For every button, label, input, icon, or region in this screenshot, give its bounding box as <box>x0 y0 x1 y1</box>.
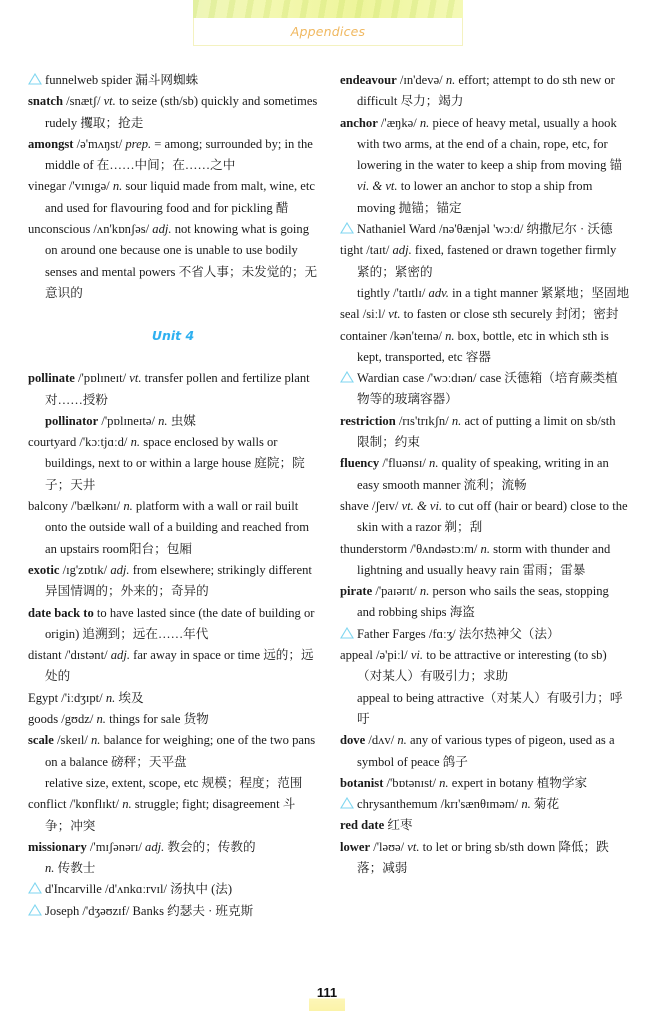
definition-text: 菊花 <box>530 797 560 812</box>
glossary-proper-noun-entry <box>28 901 318 922</box>
headword: botanist <box>340 775 384 790</box>
definition-text: funnelweb spider 漏斗网蜘蛛 <box>45 73 199 87</box>
glossary-sub-entry <box>28 773 318 794</box>
part-of-speech: vt. & vi. <box>401 498 443 513</box>
definition-text: = among; surrounded by; in the middle of 在……中间；在……之中 <box>45 136 313 173</box>
part-of-speech: n. <box>123 499 133 514</box>
definition-text: vinegar /'vɪnɪgə/ <box>28 179 113 194</box>
triangle-marker-icon <box>28 904 42 916</box>
part-of-speech: n. <box>419 115 430 130</box>
glossary-entry <box>28 603 318 646</box>
glossary-entry <box>28 688 318 709</box>
glossary-proper-noun-entry <box>340 624 630 645</box>
headword: lower <box>340 839 371 854</box>
glossary-entry <box>340 837 630 880</box>
definition-text: /ə'mʌŋst/ <box>73 136 126 151</box>
part-of-speech: prep. <box>125 136 152 151</box>
part-of-speech: n. <box>90 733 101 748</box>
part-of-speech: n. <box>158 413 168 428</box>
definition-text: appeal to being attractive（对某人）有吸引力；呼吁 <box>357 690 623 726</box>
definition-text: seal /siːl/ <box>340 307 389 322</box>
definition-text: to fasten or close sth securely 封闭；密封 <box>400 307 619 322</box>
headword: anchor <box>340 115 378 130</box>
glossary-proper-noun-entry <box>340 794 630 815</box>
definition-text: /snætʃ/ <box>63 94 104 109</box>
headword: pollinate <box>28 371 75 386</box>
definition-text: container /kən'teɪnə/ <box>340 328 446 343</box>
definition-text: far away in space or time 远的；远处的 <box>45 648 314 684</box>
page-number-box <box>309 983 345 1011</box>
part-of-speech: adv. <box>428 285 449 300</box>
definition-text: /'bɒtənɪst/ <box>383 775 440 790</box>
triangle-marker-icon <box>340 797 354 809</box>
headword: red date <box>340 818 385 833</box>
definition-text: d'Incarville /d'ʌnkɑːrvɪl/ 汤执中 (法) <box>45 882 233 897</box>
header-decorative-band <box>193 0 463 18</box>
definition-text: Joseph /'dʒəʊzɪf/ Banks 约瑟夫 · 班克斯 <box>45 903 254 918</box>
glossary-entry <box>28 219 318 304</box>
glossary-entry <box>28 176 318 219</box>
part-of-speech: n. <box>105 690 116 705</box>
triangle-marker-icon <box>340 627 354 639</box>
unit-heading: Unit 4 <box>151 328 195 344</box>
part-of-speech: n. <box>96 712 106 727</box>
part-of-speech: n. <box>521 797 531 812</box>
part-of-speech: n. <box>445 328 455 343</box>
definition-text: act of putting a limit on sb/sth 限制；约束 <box>357 413 616 450</box>
part-of-speech: vi. <box>410 648 424 663</box>
part-of-speech: n. <box>439 775 449 790</box>
definition-text: thunderstorm /'θʌndəstɔːm/ <box>340 541 481 556</box>
glossary-entry <box>28 91 318 134</box>
definition-text: 教会的；传教的 <box>164 839 256 854</box>
glossary-entry <box>340 730 630 773</box>
glossary-entry <box>340 453 630 496</box>
headword: dove <box>340 733 366 748</box>
definition-text: quality of speaking, writing in an easy smooth manner 流利；流畅 <box>357 456 609 492</box>
definition-text: to seize (sth/sb) quickly and sometimes rudely 攫取；抢走 <box>45 94 318 130</box>
definition-text: /'æŋkə/ <box>377 115 420 130</box>
definition-text: not knowing what is going on around one because one is unable to use bodily senses and mental powers 不省人事；未发觉的；无意识的 <box>45 222 318 300</box>
definition-text: to have lasted since (the date of building or origin) 追溯到；远在……年代 <box>45 605 315 641</box>
part-of-speech: n. <box>112 179 123 194</box>
definition-text: conflict /'kɒnflɪkt/ <box>28 797 123 812</box>
part-of-speech: adj. <box>110 562 130 577</box>
definition-text: fixed, fastened or drawn together firmly 紧的；紧密的 <box>357 243 617 279</box>
headword: missionary <box>28 839 87 854</box>
definition-text: goods /gʊdz/ <box>28 712 97 727</box>
glossary-entry <box>340 411 630 454</box>
part-of-speech: n. <box>451 413 462 428</box>
headword: exotic <box>28 562 60 577</box>
glossary-entry <box>28 560 318 603</box>
glossary-entry <box>340 70 630 113</box>
glossary-proper-noun-entry <box>340 368 630 411</box>
definition-text: /dʌv/ <box>365 733 398 748</box>
glossary-entry <box>340 113 630 177</box>
definition-text: piece of heavy metal, usually a hook with two arms, at the end of a chain, rope, etc, for lowering in the water to keep a ship from moving 锚 <box>357 115 623 173</box>
triangle-marker-icon <box>340 222 354 234</box>
definition-text: transfer pollen and fertilize plant 对……授粉 <box>45 371 310 407</box>
definition-text: things for sale 货物 <box>105 712 209 727</box>
definition-text: expert in botany 植物学家 <box>448 775 588 790</box>
definition-text: Wardian case /'wɔːdɪən/ case 沃德箱（培育蕨类植物等的玻璃容器） <box>357 371 618 407</box>
glossary-proper-noun-entry <box>340 219 630 240</box>
part-of-speech: vi. & vt. <box>357 179 398 194</box>
part-of-speech: vt. <box>129 371 142 386</box>
definition-text: to be attractive or interesting (to sb)（对某人）有吸引力；求助 <box>357 648 607 684</box>
definition-text: box, bottle, etc in which sth is kept, transported, etc 容器 <box>357 328 609 364</box>
glossary-column-left <box>28 70 318 922</box>
definition-text: Egypt /'iːdʒɪpt/ <box>28 690 106 705</box>
triangle-marker-icon <box>340 371 354 383</box>
definition-text: from elsewhere; strikingly different 异国情调的；外来的；奇异的 <box>45 562 312 599</box>
definition-text: platform with a wall or rail built onto the outside wall of a building and reached from an upstairs room阳台；包厢 <box>45 499 310 556</box>
part-of-speech: adj. <box>392 243 412 258</box>
part-of-speech: n. <box>130 435 141 450</box>
headword: scale <box>28 733 54 748</box>
part-of-speech: adj. <box>145 839 165 854</box>
definition-text: /ɪg'zɒtɪk/ <box>59 562 111 577</box>
headword: pollinator <box>45 413 99 428</box>
glossary-entry <box>28 368 318 411</box>
definition-text: effort; attempt to do sth new or difficult 尽力；竭力 <box>357 73 615 109</box>
triangle-marker-icon <box>28 73 42 85</box>
glossary-entry <box>28 496 318 560</box>
definition-text: /'pɒlɪneɪtə/ <box>98 413 159 428</box>
glossary-entry <box>340 326 630 369</box>
definition-text: Nathaniel Ward /nə'θænjəl 'wɔːd/ 纳撒尼尔 · 沃德 <box>357 222 613 237</box>
headword: restriction <box>340 413 396 428</box>
definition-text: Father Farges /fɑːʒ/ 法尔热神父（法） <box>357 626 560 641</box>
definition-text: balcony /'bælkənɪ/ <box>28 499 124 514</box>
part-of-speech: vt. <box>407 839 420 854</box>
definition-text: /'ləʊə/ <box>370 839 408 854</box>
section-title: Appendices <box>290 24 366 39</box>
part-of-speech: vt. <box>388 307 401 322</box>
part-of-speech: n. <box>45 861 55 876</box>
part-of-speech: n. <box>122 797 132 812</box>
glossary-sub-entry <box>28 411 318 432</box>
definition-text: balance for weighing; one of the two pans on a balance 磅秤；天平盘 <box>45 733 316 769</box>
definition-text: appeal /ə'piːl/ <box>340 648 411 663</box>
definition-text: distant /'dɪstənt/ <box>28 648 111 663</box>
glossary-sub-entry <box>28 858 318 879</box>
glossary-proper-noun-entry <box>28 70 318 91</box>
definition-text: 虫媒 <box>167 413 196 428</box>
definition-text: /ɪn'devə/ <box>396 73 446 87</box>
triangle-marker-icon <box>28 882 42 894</box>
definition-text: to let or bring sb/sth down 降低；跌落；减弱 <box>357 839 609 875</box>
glossary-entry <box>28 794 318 837</box>
definition-text: chrysanthemum /krɪ'sænθɪməm/ <box>357 797 522 812</box>
definition-text: space enclosed by walls or buildings, next to or within a large house 庭院；院子；天井 <box>45 435 305 492</box>
part-of-speech: vt. <box>103 94 116 109</box>
definition-text: in a tight manner 紧紧地；坚固地 <box>448 285 630 300</box>
glossary-entry <box>28 837 318 858</box>
glossary-entry <box>28 432 318 496</box>
glossary-column-right <box>340 70 630 879</box>
part-of-speech: n. <box>429 456 439 471</box>
glossary-entry <box>340 496 630 539</box>
glossary-entry <box>340 539 630 582</box>
definition-text: struggle; fight; disagreement 斗争；冲突 <box>45 797 296 833</box>
definition-text: storm with thunder and lightning and usually heavy rain 雷雨；雷暴 <box>357 541 611 577</box>
definition-text: to lower an anchor to stop a ship from moving 抛锚；锚定 <box>357 179 593 215</box>
part-of-speech: n. <box>445 73 456 87</box>
headword: snatch <box>28 94 63 109</box>
glossary-sub-entry <box>340 176 630 219</box>
glossary-entry <box>340 581 630 624</box>
part-of-speech: adj. <box>152 222 172 237</box>
definition-text: person who sails the seas, stopping and robbing ships 海盗 <box>357 584 609 620</box>
definition-text: 埃及 <box>115 690 144 705</box>
page-number: 111 <box>316 985 338 1000</box>
definition-text: shave /ʃeɪv/ <box>340 498 402 513</box>
glossary-entry <box>340 304 630 325</box>
headword: pirate <box>340 584 373 599</box>
definition-text: /rɪs'trɪkʃn/ <box>395 413 452 428</box>
glossary-entry <box>340 773 630 794</box>
definition-text: /skeɪl/ <box>53 733 91 748</box>
definition-text: relative size, extent, scope, etc 规模；程度；范围 <box>45 775 303 790</box>
part-of-speech: adj. <box>110 648 130 663</box>
glossary-sub-entry <box>340 283 630 304</box>
headword: fluency <box>340 456 380 471</box>
headword: amongst <box>28 136 74 151</box>
glossary-proper-noun-entry <box>28 879 318 900</box>
definition-text: sour liquid made from malt, wine, etc and used for flavouring food and for pickling 醋 <box>45 179 315 215</box>
definition-text: tightly /'taɪtlɪ/ <box>357 285 429 300</box>
definition-text: courtyard /'kɔːtjɑːd/ <box>28 435 131 450</box>
definition-text: any of various types of pigeon, used as a symbol of peace 鸽子 <box>357 733 615 769</box>
glossary-entry <box>28 709 318 730</box>
definition-text: tight /taɪt/ <box>340 243 393 258</box>
definition-text: /'pɒlɪneɪt/ <box>74 371 130 386</box>
glossary-entry <box>28 645 318 688</box>
definition-text: unconscious /ʌn'kɒnʃəs/ <box>28 222 153 237</box>
glossary-entry <box>28 134 318 177</box>
part-of-speech: n. <box>397 733 407 748</box>
definition-text: 红枣 <box>384 818 413 833</box>
headword: date back to <box>28 605 94 620</box>
definition-text: 传教士 <box>54 861 96 876</box>
definition-text: to cut off (hair or beard) close to the skin with a razor 剃；刮 <box>357 498 628 535</box>
glossary-entry <box>340 240 630 283</box>
headword: endeavour <box>340 73 397 87</box>
header-box <box>193 18 463 46</box>
part-of-speech: n. <box>480 541 490 556</box>
glossary-sub-entry <box>340 688 630 731</box>
glossary-entry <box>28 730 318 773</box>
definition-text: /'fluənsɪ/ <box>379 456 430 471</box>
glossary-entry <box>340 815 630 836</box>
part-of-speech: n. <box>419 584 430 599</box>
glossary-entry <box>340 645 630 688</box>
definition-text: /'paɪərɪt/ <box>372 584 420 599</box>
definition-text: /'mɪʃənərɪ/ <box>86 839 146 854</box>
